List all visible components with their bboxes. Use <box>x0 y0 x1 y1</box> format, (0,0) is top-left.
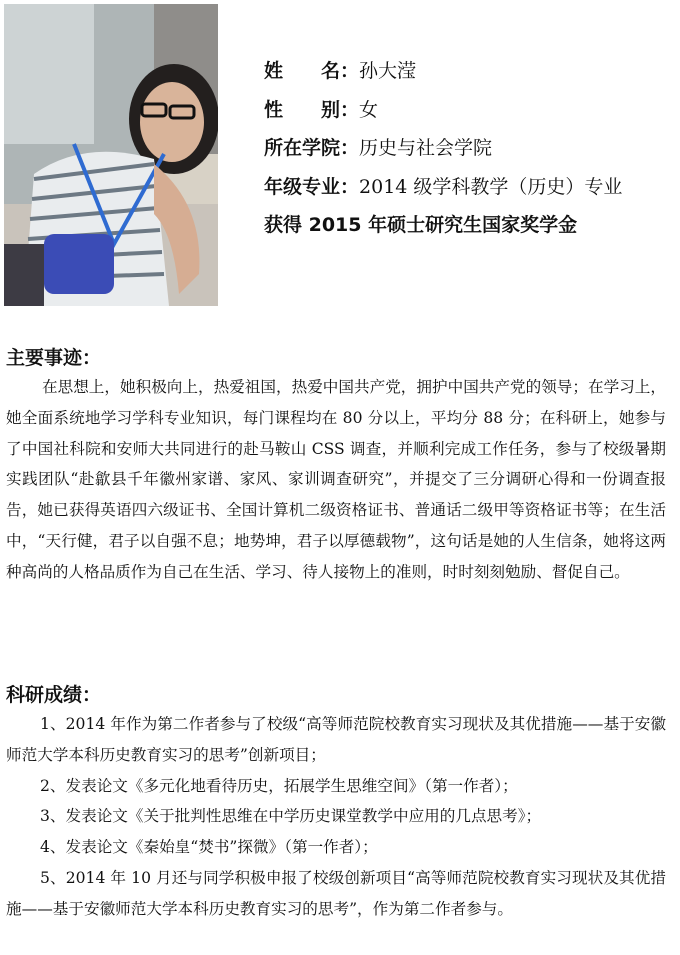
gender-row <box>264 95 622 134</box>
research-item: 4、发表论文《秦始皇“焚书”探微》（第一作者）； <box>40 838 378 857</box>
name-row <box>264 56 622 95</box>
research-item: 1、2014 年作为第二作者参与了校级“高等师范院校教育实习现状及其优措施——基于安徽师范大学本科历史教育实习的思考”创新项目； <box>6 715 666 764</box>
gender-label: 性 别： <box>264 98 360 121</box>
college-label: 所在学院： <box>264 137 360 159</box>
name-value: 孙大滢 <box>359 60 417 82</box>
major-label: 年级专业： <box>264 175 360 198</box>
research-title: 科研成绩： <box>6 684 102 706</box>
deeds-title: 主要事迹： <box>6 347 102 369</box>
research-item: 3、发表论文《关于批判性思维在中学历史课堂教学中应用的几点思考》； <box>40 807 542 826</box>
deeds-text: 在思想上，她积极向上，热爱祖国，热爱中国共产党，拥护中国共产党的领导；在学习上，她全面系统地学习学科专业知识，每门课程均在 80 分以上，平均分 88 分；在科研上，她参与了中国社科院和安师大共同进行的赴马鞍山 CSS 调查，并顺利完成工作任务，参与了校级暑期实践团队“赴歙县千年徽州家谱、家风、家训调查研究”，并提交了三分调研心得和一份调查报告，她已获得英语四六级证书、全国计算机二级资格证书、普通话二级甲等资格证书等；在生活中，“天行健，君子以自强不息；地势坤，君子以厚德载物”，这句话是她的人生信条，她将这两种高尚的人格品质作为自己在生活、学习、待人接物上的准则，时时刻刻勉励、督促自己。 <box>6 378 666 581</box>
college-value: 历史与社会学院 <box>359 137 493 159</box>
college-row <box>264 133 622 172</box>
name-label: 姓 名： <box>264 60 360 82</box>
major-row <box>264 172 622 211</box>
research-item: 5、2014 年 10 月还与同学积极申报了校级创新项目“高等师范院校教育实习现状及其优措施——基于安徽师范大学本科历史教育实习的思考”，作为第二作者参与。 <box>6 868 666 918</box>
deeds-paragraph <box>6 372 666 588</box>
research-list <box>6 709 666 925</box>
major-value: 2014 级学科教学（历史）专业 <box>359 175 623 198</box>
gender-value: 女 <box>359 98 379 121</box>
research-item: 2、发表论文《多元化地看待历史，拓展学生思维空间》（第一作者）； <box>40 776 518 795</box>
profile-info <box>264 56 622 249</box>
student-photo <box>4 4 218 306</box>
award-line: 获得 2015 年硕士研究生国家奖学金 <box>264 214 578 236</box>
